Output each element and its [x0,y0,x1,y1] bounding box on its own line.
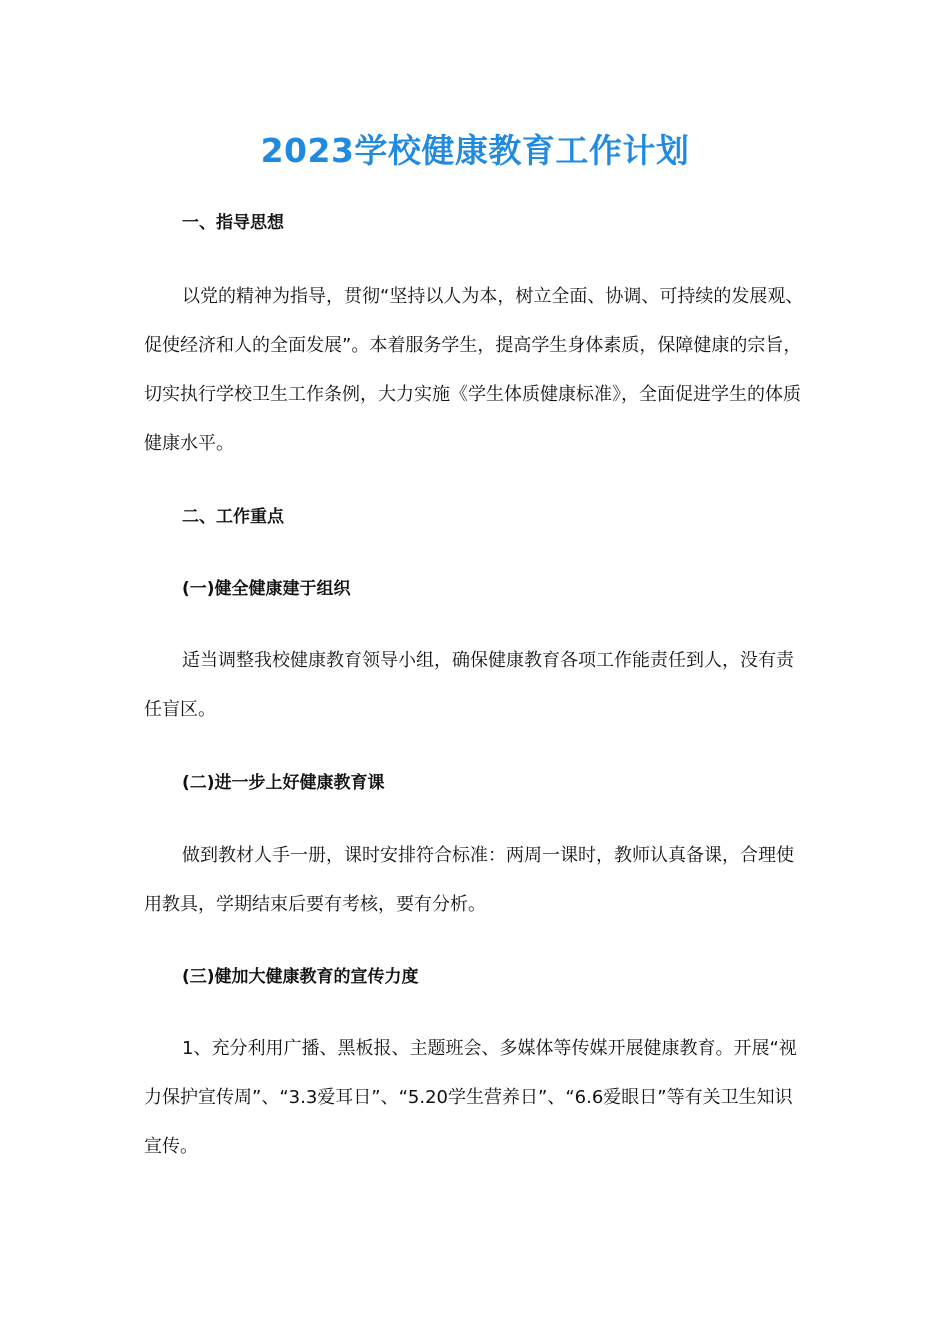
subsection-heading-organization: (一)健全健康建于组织 [182,579,351,599]
subsection-paragraph-health-class: 做到教材人手一册，课时安排符合标准：两周一课时，教师认真备课，合理使用教具，学期结束后要有考核，要有分析。 [144,845,794,915]
subsection-paragraph-organization: 适当调整我校健康教育领导小组，确保健康教育各项工作能责任到人，没有责任盲区。 [144,650,794,720]
section-heading-work-focus: 二、工作重点 [182,507,284,527]
section-heading-guiding-ideology: 一、指导思想 [182,213,284,233]
document-title: 2023学校健康教育工作计划 [260,131,690,170]
section-paragraph-guiding-ideology: 以党的精神为指导，贯彻“坚持以人为本，树立全面、协调、可持续的发展观、促使经济和人的全面发展”。本着服务学生，提高学生身体素质，保障健康的宗旨，切实执行学校卫生工作条例，大力实施《学生体质健康标准》，全面促进学生的体质健康水平。 [144,286,804,454]
subsection-heading-health-class: (二)进一步上好健康教育课 [182,773,385,793]
subsection-heading-publicity: (三)健加大健康教育的宣传力度 [182,967,419,987]
subsection-paragraph-publicity: 1、充分利用广播、黑板报、主题班会、多媒体等传媒开展健康教育。开展“视力保护宣传周”、“3.3爱耳日”、“5.20学生营养日”、“6.6爱眼日”等有关卫生知识宣传。 [144,1038,797,1157]
